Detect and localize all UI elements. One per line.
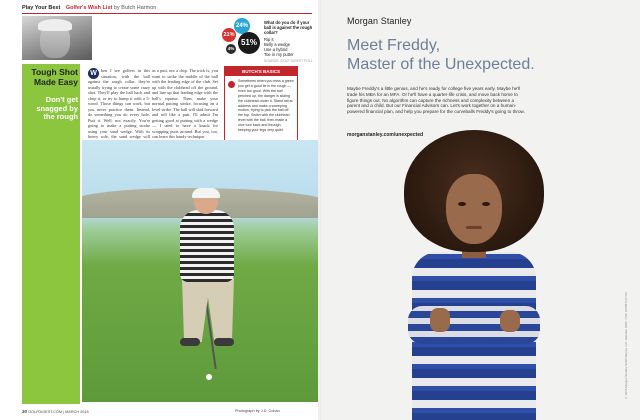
portrait-hair	[38, 19, 72, 31]
article-subtitle: Don't get snagged by the rough	[36, 95, 78, 121]
boy-hand	[500, 310, 520, 332]
poll-option: Belly a wedge	[264, 41, 291, 47]
header-rule	[22, 13, 312, 14]
golfer-shirt	[180, 210, 234, 282]
poll-bubble-51: 51%	[238, 32, 260, 54]
basics-title: BUTCH'S BASICS	[225, 67, 297, 76]
page-number: 30	[22, 409, 28, 414]
poll-option: Rip it	[264, 36, 274, 42]
poll-box	[264, 20, 316, 65]
ad-body: Maybe Freddy's a little genius, and he's ready for college five years early. Maybe he'll trade his MBA for an MFA. Or he'll have a quarter-life crisis, and move back home to figure things out. No algorithm can capture the richness and complexity between a parent and a child. But our Financial Advisors can. Let's work together on a human-powered financial plan, and help you prepare for the curveballs Freddy's going to throw.	[347, 86, 525, 115]
column-2-text: as a putt, not a chip. The trick is, you want to strike the middle of the ball with the leading edge of the club. Set up with the clubhead off the ground, and line up that leading edge with the ball's equator. Then, make your normal putting stroke, focusing on a level strike. The ball will skid forward and roll like a putt. I'll admit I'm getting good at putting with a wedge — I used to have a knack for scrapping putts around. But you, too, can learn this handy technique.	[152, 68, 218, 139]
poll-bubble-4: 4%	[226, 44, 236, 54]
poll-option: Use a hybrid	[264, 47, 288, 53]
headline-line-2: Master of the Unexpected.	[347, 56, 535, 73]
golf-ball	[206, 374, 212, 380]
page-header	[22, 5, 156, 11]
boy-mouth	[466, 226, 482, 229]
legal-text: © 2015 Morgan Stanley Smith Barney LLC. Member SIPC. CRC 1065873 07/16	[624, 292, 628, 401]
boy-hand	[430, 308, 450, 332]
boy-face	[446, 174, 502, 244]
section-label: Play Your Best	[22, 5, 61, 11]
golfer-photo	[82, 140, 318, 402]
folio-text: GOLFDIGEST.COM | MARCH 2015	[28, 410, 89, 414]
boy-crossed-arms	[408, 306, 540, 344]
basics-text: Sometimes when you miss a green you get a good lie in the rough — even too good. With the ball perched up, the danger is sliding the clubhead under it. Stand tall at address and make a sweeping motion, trying to pick the ball off the top. Swish with the clubhead level with the ball, then make a nice turn back and through, keeping your legs very quiet.	[238, 79, 294, 133]
brand-logo: Morgan Stanley	[347, 16, 412, 26]
photo-credit: Photograph by J.D. Cuban	[235, 409, 280, 413]
poll-bubble-24: 24%	[234, 18, 250, 34]
golfer-cap	[192, 188, 220, 198]
headline-line-1: Meet Freddy,	[347, 37, 441, 54]
page-gutter	[318, 0, 322, 420]
folio	[22, 409, 89, 414]
author-portrait	[22, 16, 92, 60]
boy-eye	[482, 202, 490, 206]
ad-url[interactable]: morganstanley.com/unexpected	[347, 132, 424, 138]
boy-photo	[404, 130, 544, 420]
poll-source: SOURCE: GOLF DIGEST POLL	[264, 59, 313, 64]
golfer-shoe	[180, 338, 200, 346]
boy-eye	[458, 202, 466, 206]
column-1-text: hen I see golfers in this situation, with the ball against the rough collar, they're usually trying to create some crazy shot. They'll play the ball back and chop it, or try to bump it with a 5-wood. Those things can work, but you never practice them. Instead, do something you do every hole. Putt it. Well, not exactly. You're going to make a putting stroke using your sand wedge. With its heavy sole, the sand wedge will	[88, 68, 150, 139]
wishlist-label: Golfer's Wish List	[65, 5, 113, 11]
article-title: Tough Shot Made Easy	[31, 67, 78, 87]
poll-question: What do you do if your ball is against the rough collar?	[264, 20, 313, 36]
header-byline: by Butch Harmon	[113, 5, 157, 11]
drop-cap: W	[88, 68, 99, 79]
basics-bullet-icon	[228, 81, 235, 88]
poll-option: Toe in my putter	[264, 52, 294, 58]
golfer-shoe	[214, 338, 234, 346]
ad-headline	[347, 36, 617, 74]
poll-bubble-21: 21%	[222, 28, 236, 42]
